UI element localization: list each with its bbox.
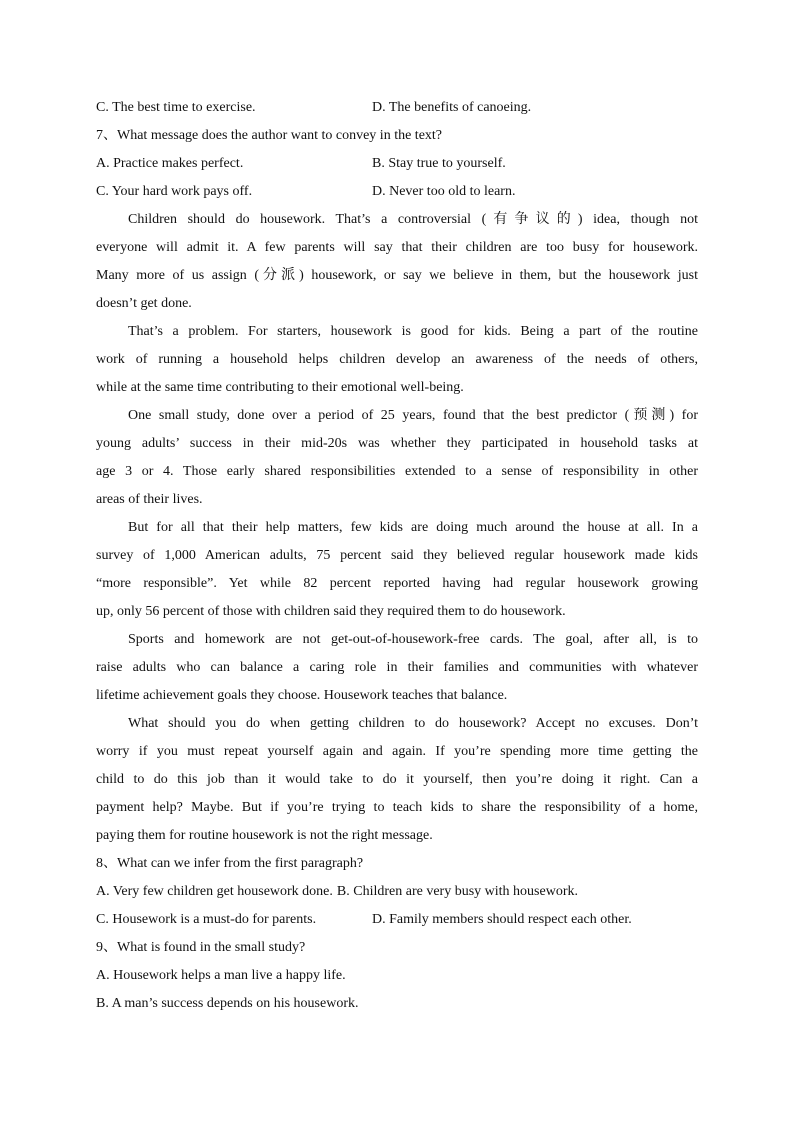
passage-paragraph-1 bbox=[96, 206, 698, 318]
passage-line: That’s a problem. For starters, housework is good for kids. Being a part of the routine bbox=[128, 324, 698, 339]
q6-option-d: D. The benefits of canoeing. bbox=[372, 100, 532, 115]
q7-question: 7、What message does the author want to convey in the text? bbox=[96, 128, 443, 143]
q7-options-row-1 bbox=[96, 150, 698, 178]
passage-paragraph-3 bbox=[96, 402, 698, 514]
q9-option-a: A. Housework helps a man live a happy life. bbox=[96, 968, 346, 983]
passage-line: child to do this job than it would take to do it yourself, then you’re doing it right. Can a bbox=[96, 772, 698, 787]
passage-line: young adults’ success in their mid-20s was whether they participated in household tasks at bbox=[96, 436, 698, 451]
q6-option-c: C. The best time to exercise. bbox=[96, 100, 256, 115]
q8-options-row-2 bbox=[96, 906, 698, 934]
passage-line: payment help? Maybe. But if you’re trying to teach kids to share the responsibility of a home, bbox=[96, 800, 698, 815]
passage-line: What should you do when getting children to do housework? Accept no excuses. Don’t bbox=[128, 716, 698, 731]
passage-paragraph-2 bbox=[96, 318, 698, 402]
q8-question: 8、What can we infer from the first paragraph? bbox=[96, 856, 364, 871]
passage-line: doesn’t get done. bbox=[96, 296, 192, 311]
passage-line: Many more of us assign (分派) housework, or say we believe in them, but the housework just bbox=[96, 268, 698, 283]
passage-line: while at the same time contributing to their emotional well-being. bbox=[96, 380, 464, 395]
passage-line: lifetime achievement goals they choose. Housework teaches that balance. bbox=[96, 688, 508, 703]
q9-option-b: B. A man’s success depends on his housework. bbox=[96, 996, 359, 1011]
passage-paragraph-6 bbox=[96, 710, 698, 850]
q7-option-d: D. Never too old to learn. bbox=[372, 184, 516, 199]
q7-option-a: A. Practice makes perfect. bbox=[96, 156, 244, 171]
passage-line: Children should do housework. That’s a controversial (有争议的) idea, though not bbox=[128, 212, 698, 227]
passage-paragraph-5 bbox=[96, 626, 698, 710]
q9-question: 9、What is found in the small study? bbox=[96, 940, 306, 955]
passage-line: worry if you must repeat yourself again and again. If you’re spending more time getting the bbox=[96, 744, 698, 759]
q8-option-c: C. Housework is a must-do for parents. bbox=[96, 912, 317, 927]
document-page bbox=[96, 94, 698, 1018]
passage-line: everyone will admit it. A few parents will say that their children are too busy for housework. bbox=[96, 240, 698, 255]
passage-line: up, only 56 percent of those with children said they required them to do housework. bbox=[96, 604, 566, 619]
passage-line: One small study, done over a period of 25 years, found that the best predictor (预测) for bbox=[128, 408, 698, 423]
passage-line: But for all that their help matters, few kids are doing much around the house at all. In a bbox=[128, 520, 698, 535]
passage-line: Sports and homework are not get-out-of-housework-free cards. The goal, after all, is to bbox=[128, 632, 698, 647]
q8-options-row-1 bbox=[96, 878, 698, 906]
q7-option-b: B. Stay true to yourself. bbox=[372, 156, 506, 171]
q7-option-c: C. Your hard work pays off. bbox=[96, 184, 253, 199]
passage-line: “more responsible”. Yet while 82 percent reported having had regular housework growing bbox=[96, 576, 698, 591]
q7-options-row-2 bbox=[96, 178, 698, 206]
passage-line: raise adults who can balance a caring role in their families and communities with whatever bbox=[96, 660, 698, 675]
q6-options-row bbox=[96, 94, 698, 122]
passage-line: areas of their lives. bbox=[96, 492, 203, 507]
q8-option-b: B. Children are very busy with housework. bbox=[336, 884, 578, 899]
passage-paragraph-4 bbox=[96, 514, 698, 626]
passage-line: paying them for routine housework is not the right message. bbox=[96, 828, 433, 843]
q8-option-a: A. Very few children get housework done. bbox=[96, 884, 333, 899]
passage-line: work of running a household helps children develop an awareness of the needs of others, bbox=[96, 352, 698, 367]
q8-option-d: D. Family members should respect each other. bbox=[372, 912, 632, 927]
passage-line: survey of 1,000 American adults, 75 percent said they believed regular housework made kids bbox=[96, 548, 698, 563]
passage-line: age 3 or 4. Those early shared responsibilities extended to a sense of responsibility in other bbox=[96, 464, 698, 479]
